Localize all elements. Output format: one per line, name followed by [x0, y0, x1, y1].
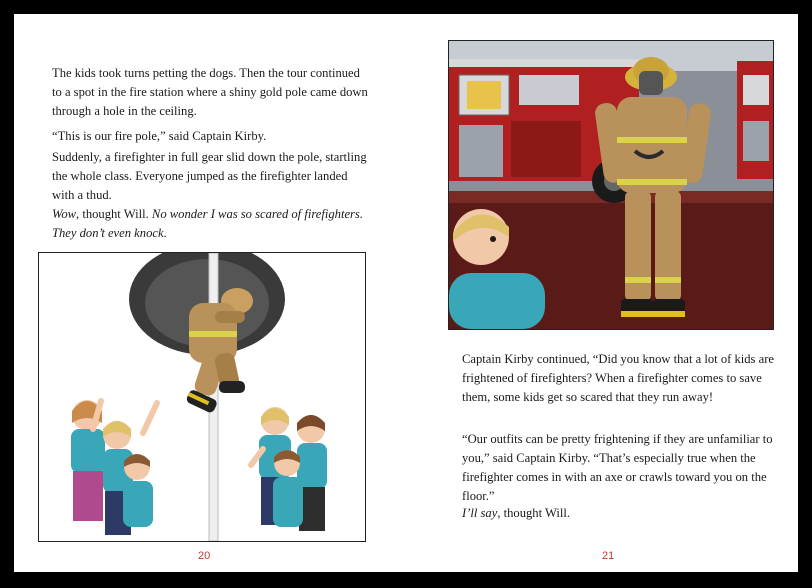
book-spread	[14, 14, 798, 572]
thought-end: .	[163, 226, 167, 240]
right-page	[406, 14, 798, 572]
page-number-right: 21	[602, 550, 615, 562]
left-paragraph-1: The kids took turns petting the dogs. Then the tour continued to a spot in the fire station where a shiny gold pole came down through a hole in the ceiling.	[52, 66, 368, 118]
left-paragraph-3: Suddenly, a firefighter in full gear slid down the pole, startling the whole class. Everyone jumped as the firefighter landed with a thud.	[52, 150, 367, 202]
right-thought-word: I’ll say	[462, 506, 498, 520]
fire-pole-illustration	[38, 252, 366, 542]
right-thought-rest: , thought Will.	[497, 506, 571, 520]
right-thought	[462, 504, 782, 523]
thought-rest: No wonder I was so scared of firefighters. They don’t even knock	[52, 207, 363, 240]
left-thought	[52, 205, 372, 243]
fire-station-illustration	[448, 40, 774, 330]
page-number-left: 20	[198, 550, 211, 562]
left-page	[14, 14, 406, 572]
left-paragraph-2: “This is our fire pole,” said Captain Kirby.	[52, 129, 267, 143]
right-paragraph-1: Captain Kirby continued, “Did you know that a lot of kids are frightened of firefighters? When a firefighter comes to save them, some kids get so scared that they run away!	[462, 352, 774, 404]
right-paragraph-2: “Our outfits can be pretty frightening if they are unfamiliar to you,” said Captain Kirby. “That’s especially true when the firefighter comes in with an axe or crawls toward you on the floor.”	[462, 432, 773, 503]
thought-word: Wow	[52, 207, 77, 221]
fire-truck-right	[737, 61, 773, 179]
thought-mid: , thought Will.	[76, 207, 152, 221]
